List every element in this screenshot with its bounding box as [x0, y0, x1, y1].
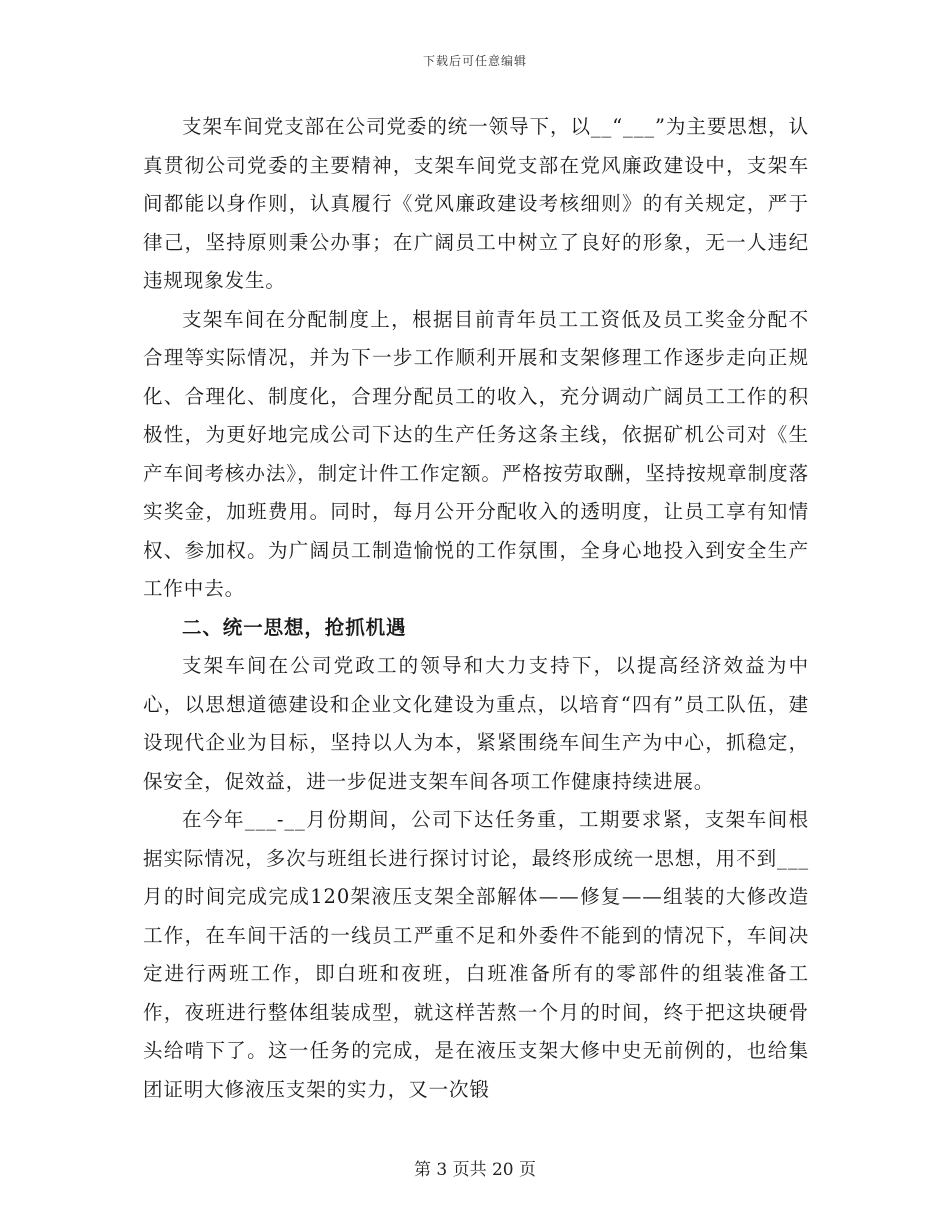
paragraph-this-year-task: 在今年___-__月份期间，公司下达任务重，工期要求紧，支架车间根据实际情况，多次与班组长进行探讨讨论，最终形成统一思想，用不到___月的时间完成完成120架液压支架全部解体——修复——组装的大修改造工作，在车间干活的一线员工严重不足和外委件不能到的情况下，车间决定进行两班工作，即白班和夜班，白班准备所有的零部件的组装准备工作，夜班进行整体组装成型，就这样苦熬一个月的时间，终于把这块硬骨头给啃下了。这一任务的完成，是在液压支架大修中史无前例的，也给集团证明大修液压支架的实力，又一次锻 [143, 808, 809, 1101]
section-heading: 二、统一思想，抢抓机遇 [182, 615, 407, 639]
page-header: 下载后可任意编辑 [422, 54, 527, 68]
paragraph-distribution-system: 支架车间在分配制度上，根据目前青年员工工资低及员工奖金分配不合理等实际情况，并为下一步工作顺利开展和支架修理工作逐步走向正规化、合理化、制度化，合理分配员工的收入，充分调动广阔员工工作的积极性，为更好地完成公司下达的生产任务这条主线，依据矿机公司对《生产车间考核办法》，制定计件工作定额。严格按劳取酬，坚持按规章制度落实奖金，加班费用。同时，每月公开分配收入的透明度，让员工享有知情权、参加权。为广阔员工制造愉悦的工作氛围，全身心地投入到安全生产工作中去。 [143, 307, 809, 600]
paragraph-leadership-support: 支架车间在公司党政工的领导和大力支持下，以提高经济效益为中心，以思想道德建设和企业文化建设为重点，以培育“四有”员工队伍，建设现代企业为目标，坚持以人为本，紧紧围绕车间生产为中心，抓稳定，保安全，促效益，进一步促进支架车间各项工作健康持续进展。 [143, 654, 809, 793]
paragraph-party-branch: 支架车间党支部在公司党委的统一领导下，以__“___”为主要思想，认真贯彻公司党委的主要精神，支架车间党支部在党风廉政建设中，支架车间都能以身作则，认真履行《党风廉政建设考核细则》的有关规定，严于律己，坚持原则秉公办事；在广阔员工中树立了良好的形象，无一人违纪违规现象发生。 [143, 115, 809, 292]
document-body [143, 108, 809, 1109]
page-footer: 第 3 页共 20 页 [413, 1160, 537, 1180]
